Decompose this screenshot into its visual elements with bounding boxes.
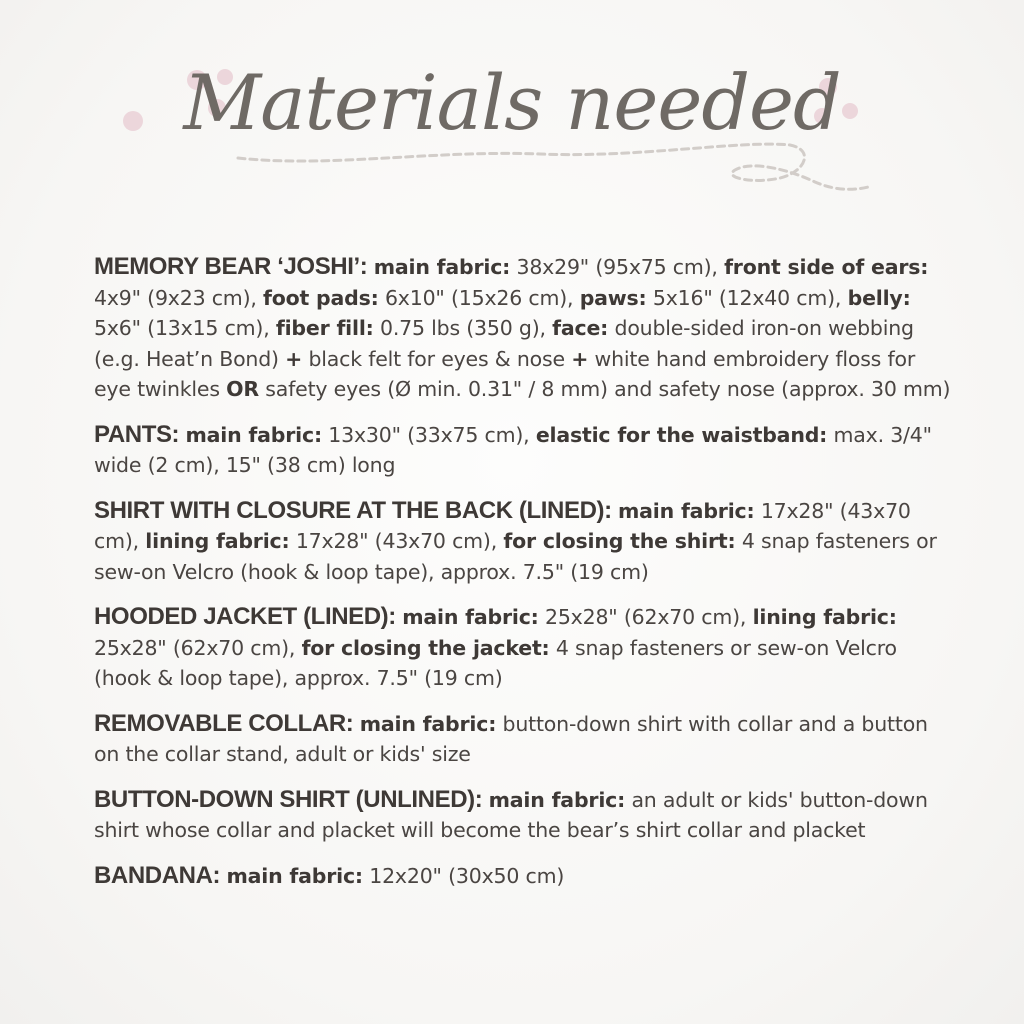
material-label: + bbox=[285, 346, 303, 371]
material-value: black felt for eyes & nose bbox=[308, 346, 565, 371]
material-value: 17x28" (43x70 cm), bbox=[94, 498, 911, 553]
material-section bbox=[94, 861, 954, 892]
material-section bbox=[94, 420, 954, 481]
materials-list bbox=[94, 252, 954, 906]
material-label: lining fabric: bbox=[145, 529, 290, 553]
material-section bbox=[94, 496, 954, 588]
material-value: 6x10" (15x26 cm), bbox=[384, 285, 574, 310]
material-section bbox=[94, 709, 954, 770]
header bbox=[0, 0, 1024, 220]
material-label: lining fabric: bbox=[752, 605, 897, 629]
material-value: 12x20" (30x50 cm) bbox=[369, 863, 565, 888]
material-value: 4x9" (9x23 cm), bbox=[94, 285, 257, 310]
page-title: Materials needed bbox=[183, 58, 841, 147]
section-heading: PANTS: bbox=[94, 420, 180, 448]
material-value: 5x6" (13x15 cm), bbox=[94, 316, 270, 340]
material-value: 17x28" (43x70 cm), bbox=[295, 529, 498, 553]
material-value: 4 snap fasteners or sew-on Velcro (hook & loop tape), approx. 7.5" (19 cm) bbox=[94, 635, 897, 690]
section-heading: MEMORY BEAR ‘JOSHI’: bbox=[94, 253, 368, 280]
material-label: for closing the jacket: bbox=[301, 635, 550, 660]
material-label: main fabric: bbox=[185, 422, 322, 447]
material-label: paws: bbox=[579, 285, 647, 310]
material-label: + bbox=[571, 346, 589, 371]
material-value: double-sided iron-on webbing (e.g. Heat’n Bond) bbox=[94, 316, 914, 371]
material-label: main fabric: bbox=[618, 498, 755, 523]
section-heading: BUTTON-DOWN SHIRT (UNLINED): bbox=[94, 785, 483, 813]
material-value: 25x28" (62x70 cm), bbox=[545, 605, 747, 629]
material-label: main fabric: bbox=[488, 787, 626, 812]
section-heading: REMOVABLE COLLAR: bbox=[94, 709, 354, 737]
material-label: front side of ears: bbox=[724, 255, 929, 279]
material-value: 25x28" (62x70 cm), bbox=[94, 635, 296, 660]
material-label: OR bbox=[226, 377, 259, 401]
material-section bbox=[94, 252, 954, 405]
material-value: 0.75 lbs (350 g), bbox=[379, 316, 546, 340]
material-label: belly: bbox=[847, 285, 911, 310]
material-label: main fabric: bbox=[402, 605, 539, 629]
material-section bbox=[94, 602, 954, 694]
material-label: face: bbox=[552, 316, 609, 340]
material-value: max. 3/4" wide (2 cm), 15" (38 cm) long bbox=[94, 422, 932, 477]
material-value: an adult or kids' button-down shirt whose collar and placket will become the bear’s shirt collar and placket bbox=[94, 787, 928, 842]
material-value: 5x16" (12x40 cm), bbox=[652, 285, 842, 310]
material-label: elastic for the waistband: bbox=[535, 422, 828, 447]
section-heading: BANDANA: bbox=[94, 861, 221, 889]
material-value: 38x29" (95x75 cm), bbox=[516, 255, 718, 279]
material-label: fiber fill: bbox=[275, 316, 374, 340]
material-label: foot pads: bbox=[263, 285, 379, 310]
material-label: main fabric: bbox=[373, 255, 511, 279]
material-label: main fabric: bbox=[359, 711, 497, 736]
material-section bbox=[94, 785, 954, 846]
material-value: button-down shirt with collar and a button on the collar stand, adult or kids' size bbox=[94, 711, 928, 766]
material-value: 4 snap fasteners or sew-on Velcro (hook & loop tape), approx. 7.5" (19 cm) bbox=[94, 529, 937, 584]
section-heading: HOODED JACKET (LINED): bbox=[94, 603, 396, 630]
material-label: main fabric: bbox=[226, 863, 363, 888]
material-label: for closing the shirt: bbox=[503, 529, 736, 553]
material-value: 13x30" (33x75 cm), bbox=[328, 422, 530, 447]
material-value: safety eyes (Ø min. 0.31" / 8 mm) and safety nose (approx. 30 mm) bbox=[265, 377, 951, 401]
material-value: white hand embroidery floss for eye twinkles bbox=[94, 346, 916, 401]
section-heading: SHIRT WITH CLOSURE AT THE BACK (LINED): bbox=[94, 496, 612, 524]
